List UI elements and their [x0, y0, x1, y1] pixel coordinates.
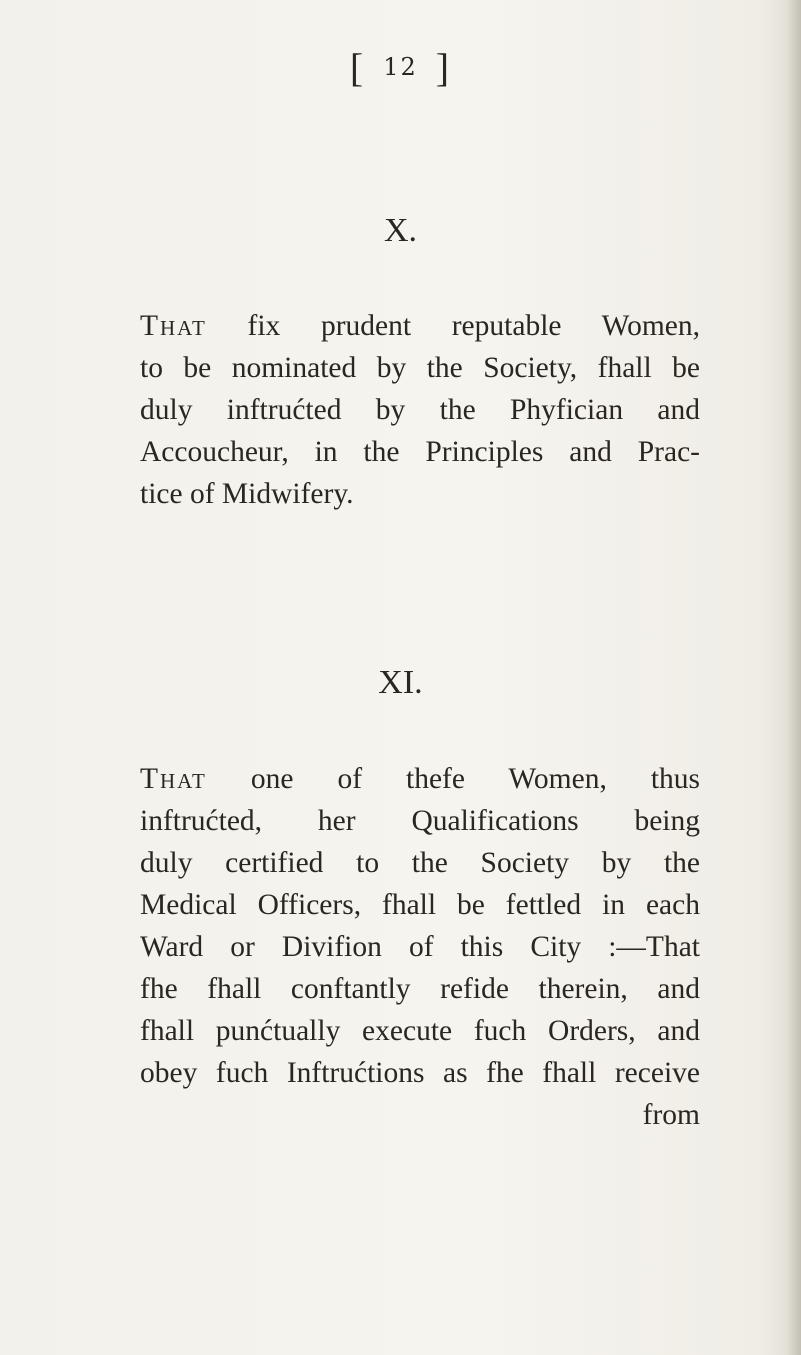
- paragraph-line: tice of Midwifery.: [140, 478, 354, 510]
- page-number-open-bracket: [: [349, 45, 366, 90]
- paragraph-line: fhall punćtually execute fuch Orders, and: [140, 1015, 700, 1047]
- paragraph-line: fhe fhall conftantly refide therein, and: [140, 973, 700, 1005]
- paragraph-line: [140, 305, 700, 347]
- paragraph-line: [140, 758, 700, 800]
- page-number: [0, 44, 801, 91]
- line-text: fix prudent reputable Women,: [247, 310, 701, 342]
- paragraph-line: duly certified to the Society by the: [140, 847, 700, 879]
- paragraph-line: Accoucheur, in the Principles and Prac-: [140, 436, 700, 468]
- line-text: one of thefe Women, thus: [250, 763, 700, 795]
- lead-word: That: [140, 763, 207, 795]
- paragraph-line: obey fuch Inftrućtions as fhe fhall receive: [140, 1057, 700, 1089]
- paragraph-line: inftrućted, her Qualifications being: [140, 805, 700, 837]
- paragraph-line: duly inftrućted by the Phyfician and: [140, 394, 700, 426]
- paragraph-line: to be nominated by the Society, fhall be: [140, 352, 700, 384]
- section-xi-paragraph: [140, 758, 700, 1136]
- lead-word: That: [140, 310, 207, 342]
- paragraph-line: Ward or Divifion of this City :—That: [140, 931, 700, 963]
- catchword: from: [642, 1099, 700, 1131]
- page-number-value: 12: [383, 53, 418, 81]
- section-heading-x: X.: [383, 212, 418, 249]
- section-x-paragraph: [140, 305, 700, 515]
- page-number-close-bracket: ]: [435, 45, 452, 90]
- paragraph-line: Medical Officers, fhall be fettled in each: [140, 889, 700, 921]
- section-heading-xi: XI.: [378, 664, 423, 701]
